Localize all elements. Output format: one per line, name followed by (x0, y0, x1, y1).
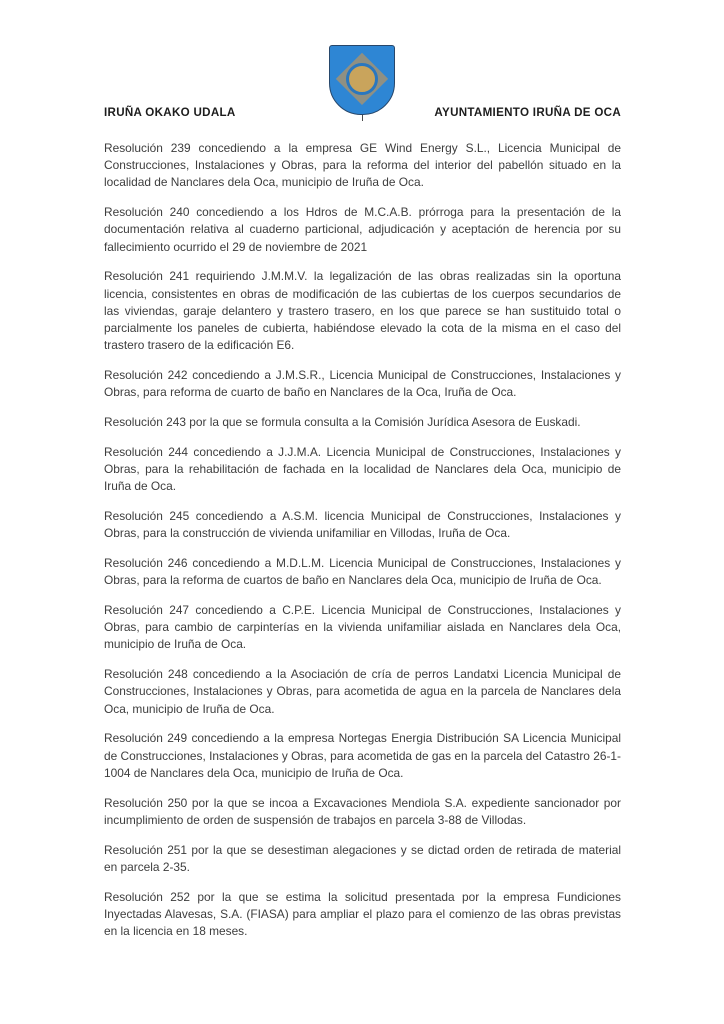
resolution-240-paragraph: Resolución 240 concediendo a los Hdros de M.C.A.B. prórroga para la presentación de la documentación relativa al cuaderno particional, adjudicación y aceptación de herencia por su fallecimiento ocurrido el 29 de noviembre de 2021 (104, 205, 621, 254)
resolution-242-paragraph: Resolución 242 concediendo a J.M.S.R., Licencia Municipal de Construcciones, Instalaciones y Obras, para reforma de cuarto de baño en Nanclares de la Oca, Iruña de Oca. (104, 368, 621, 400)
resolution-252-paragraph: Resolución 252 por la que se estima la solicitud presentada por la empresa Fundiciones Inyectadas Alavesas, S.A. (FIASA) para ampliar el plazo para el comienzo de las obras previstas en la licencia en 18 meses. (104, 889, 621, 939)
resolution-245-paragraph: Resolución 245 concediendo a A.S.M. licencia Municipal de Construcciones, Instalaciones y Obras, para la construcción de vivienda unifamiliar en Villodas, Iruña de Oca. (104, 509, 621, 541)
resolution-243-paragraph: Resolución 243 por la que se formula consulta a la Comisión Jurídica Asesora de Euskadi. (104, 415, 581, 430)
header-title-spanish: AYUNTAMIENTO IRUÑA DE OCA (434, 106, 621, 119)
header-title-basque: IRUÑA OKAKO UDALA (104, 106, 236, 119)
shield-icon (329, 45, 395, 115)
resolution-248-paragraph: Resolución 248 concediendo a la Asociación de cría de perros Landatxi Licencia Municipal de Construcciones, Instalaciones y Obras, para acometida de agua en la parcela de Nanclares dela Oca, municipio de Iruña de Oca. (104, 667, 621, 716)
resolution-251-paragraph: Resolución 251 por la que se desestiman alegaciones y se dictad orden de retirada de material en parcela 2-35. (104, 842, 621, 874)
resolution-244-paragraph: Resolución 244 concediendo a J.J.M.A. Licencia Municipal de Construcciones, Instalaciones y Obras, para la rehabilitación de fachada en la localidad de Nanclares dela Oca, municipio de Iruña de Oca. (104, 444, 621, 494)
shield-gold-circle (346, 63, 378, 95)
resolutions-list (104, 140, 621, 953)
resolution-247-paragraph: Resolución 247 concediendo a C.P.E. Licencia Municipal de Construcciones, Instalaciones y Obras, para cambio de carpinterías en la vivienda unifamiliar aislada en Nanclares dela Oca, municipio de Iruña de Oca. (104, 603, 621, 652)
resolution-246-paragraph: Resolución 246 concediendo a M.D.L.M. Licencia Municipal de Construcciones, Instalaciones y Obras, para la reforma de cuartos de baño en Nanclares dela Oca, municipio de Iruña de Oca. (104, 556, 621, 588)
resolution-249-paragraph: Resolución 249 concediendo a la empresa Nortegas Energia Distribución SA Licencia Municipal de Construcciones, Instalaciones y Obras, para acometida de gas en la parcela del Catastro 26-1-1004 de Nanclares dela Oca, municipio de Iruña de Oca. (104, 731, 621, 780)
resolution-241-paragraph: Resolución 241 requiriendo J.M.M.V. la legalización de las obras realizadas sin la oportuna licencia, consistentes en obras de modificación de las cubiertas de los cuerpos secundarios de las viviendas, garaje delantero y trastero trasero, en los que parece se han sustituido total o parcialmente los paneles de cubierta, habiéndose elevado la cota de la misma en el caso del trastero trasero de la edificación E6. (104, 269, 621, 353)
resolution-239-paragraph: Resolución 239 concediendo a la empresa GE Wind Energy S.L., Licencia Municipal de Construcciones, Instalaciones y Obras, para la reforma del interior del pabellón situado en la localidad de Nanclares dela Oca, municipio de Iruña de Oca. (104, 141, 621, 190)
resolution-250-paragraph: Resolución 250 por la que se incoa a Excavaciones Mendiola S.A. expediente sancionador por incumplimiento de orden de suspensión de trabajos en parcela 3-88 de Villodas. (104, 795, 621, 827)
header (104, 106, 621, 120)
